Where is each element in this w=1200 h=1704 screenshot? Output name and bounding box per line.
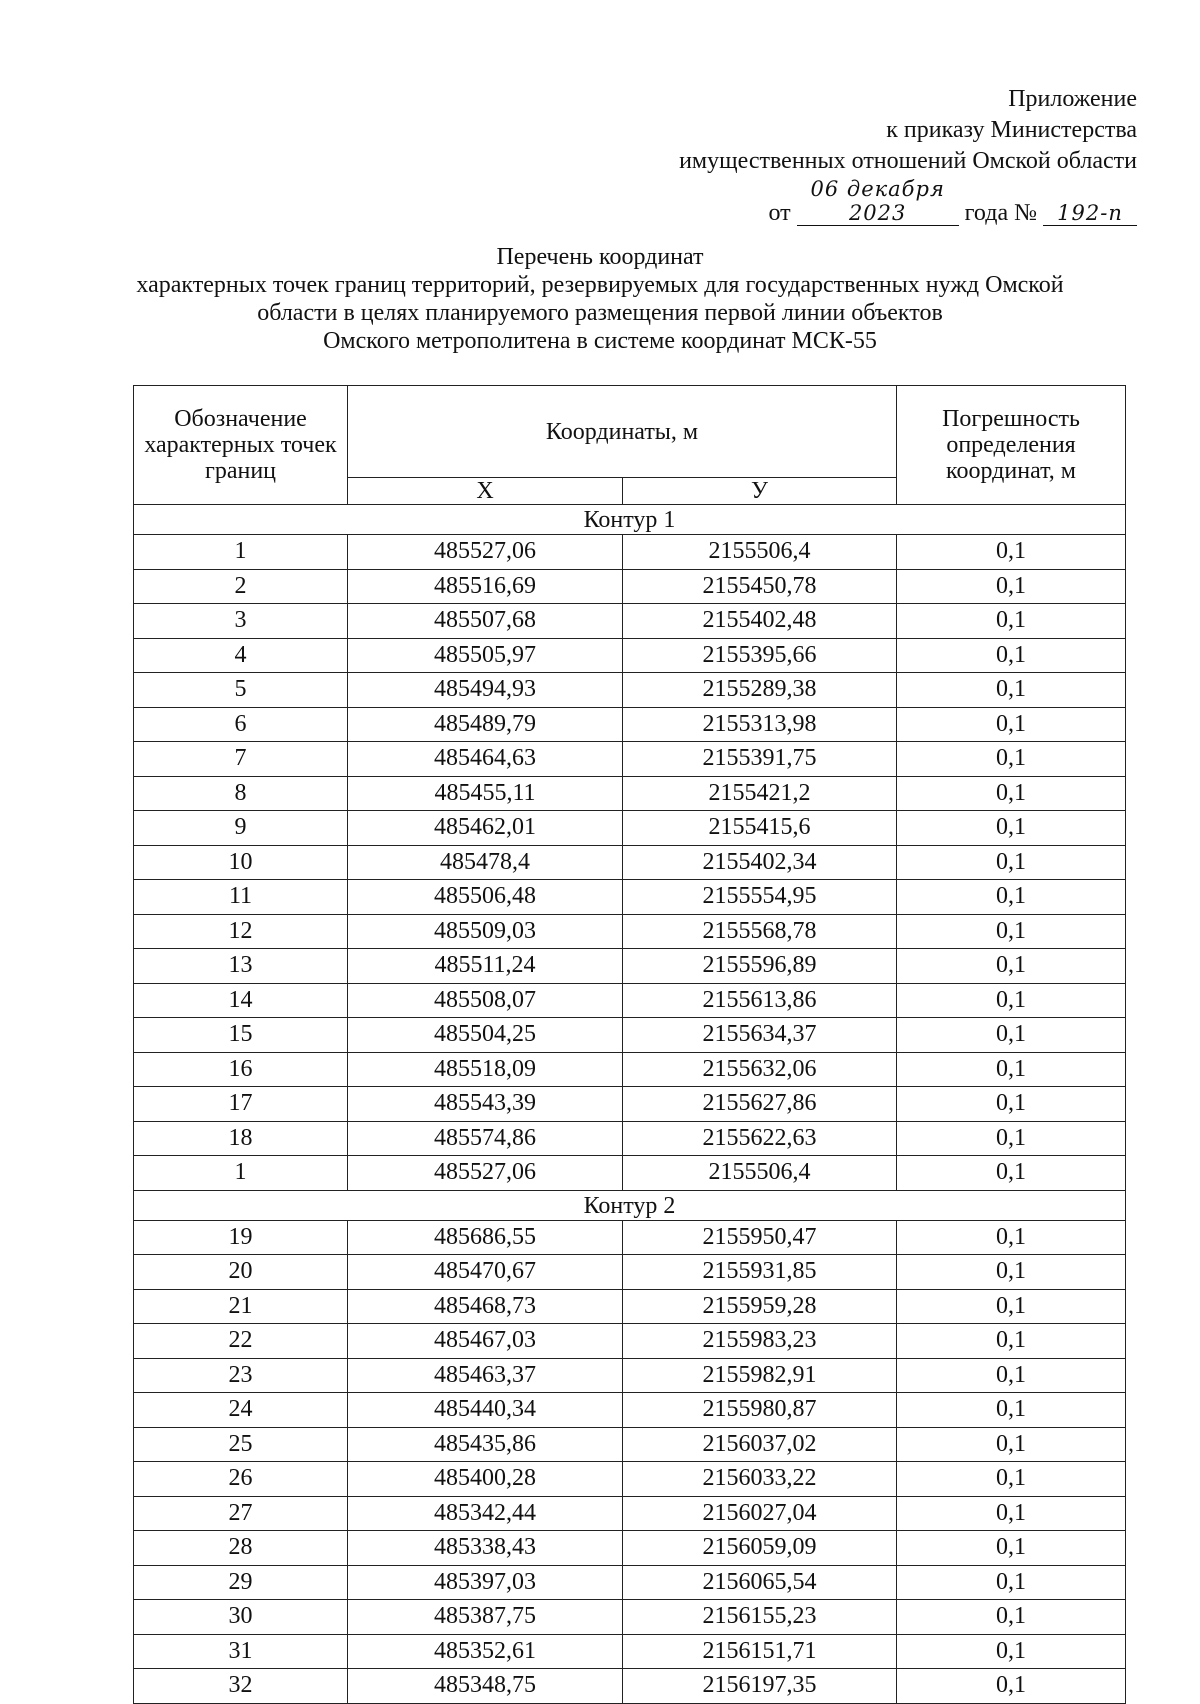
y-cell: 2156033,22 [623, 1462, 897, 1497]
table-row [134, 880, 1126, 915]
point-cell: 11 [134, 880, 348, 915]
y-cell: 2155395,66 [623, 638, 897, 673]
y-cell: 2155289,38 [623, 673, 897, 708]
table-row [134, 673, 1126, 708]
from-label: от [768, 200, 791, 226]
point-cell: 4 [134, 638, 348, 673]
y-cell: 2155982,91 [623, 1358, 897, 1393]
y-cell: 2155415,6 [623, 811, 897, 846]
error-cell: 0,1 [897, 604, 1126, 639]
x-cell: 485516,69 [348, 569, 623, 604]
point-cell: 24 [134, 1393, 348, 1428]
error-cell: 0,1 [897, 1496, 1126, 1531]
error-cell: 0,1 [897, 1427, 1126, 1462]
x-cell: 485508,07 [348, 983, 623, 1018]
point-cell: 27 [134, 1496, 348, 1531]
table-row [134, 1255, 1126, 1290]
point-cell: 19 [134, 1220, 348, 1255]
point-cell: 2 [134, 569, 348, 604]
x-cell: 485338,43 [348, 1531, 623, 1566]
x-cell: 485468,73 [348, 1289, 623, 1324]
x-cell: 485400,28 [348, 1462, 623, 1497]
y-cell: 2155402,34 [623, 845, 897, 880]
x-cell: 485494,93 [348, 673, 623, 708]
table-row [134, 707, 1126, 742]
y-cell: 2155402,48 [623, 604, 897, 639]
point-cell: 28 [134, 1531, 348, 1566]
table-row [134, 1018, 1126, 1053]
point-cell: 1 [134, 535, 348, 570]
point-cell: 7 [134, 742, 348, 777]
y-cell: 2155950,47 [623, 1220, 897, 1255]
point-cell: 15 [134, 1018, 348, 1053]
table-row [134, 845, 1126, 880]
header-error: Погрешность определения координат, м [897, 386, 1126, 505]
x-cell: 485527,06 [348, 1156, 623, 1191]
contour-label: Контур 2 [134, 1190, 1126, 1220]
point-cell: 25 [134, 1427, 348, 1462]
x-cell: 485574,86 [348, 1121, 623, 1156]
error-cell: 0,1 [897, 1220, 1126, 1255]
table-row [134, 1156, 1126, 1191]
table-row [134, 604, 1126, 639]
x-cell: 485463,37 [348, 1358, 623, 1393]
header-coordinates: Координаты, м [348, 386, 897, 478]
x-cell: 485504,25 [348, 1018, 623, 1053]
y-cell: 2156065,54 [623, 1565, 897, 1600]
appendix-ministry: имущественных отношений Омской области [679, 148, 1137, 174]
table-row [134, 569, 1126, 604]
x-cell: 485440,34 [348, 1393, 623, 1428]
point-cell: 10 [134, 845, 348, 880]
y-cell: 2155931,85 [623, 1255, 897, 1290]
x-cell: 485489,79 [348, 707, 623, 742]
point-cell: 18 [134, 1121, 348, 1156]
error-cell: 0,1 [897, 1565, 1126, 1600]
table-row [134, 914, 1126, 949]
table-row [134, 1324, 1126, 1359]
error-cell: 0,1 [897, 1462, 1126, 1497]
point-cell: 9 [134, 811, 348, 846]
table-header [134, 386, 1126, 505]
handwritten-date: 06 декабря 2023 [810, 177, 945, 225]
x-cell: 485507,68 [348, 604, 623, 639]
error-cell: 0,1 [897, 1634, 1126, 1669]
table-row [134, 1462, 1126, 1497]
title-line-2: характерных точек границ территорий, резервируемых для государственных нужд Омской [136, 272, 1064, 298]
x-cell: 485470,67 [348, 1255, 623, 1290]
error-cell: 0,1 [897, 983, 1126, 1018]
point-cell: 20 [134, 1255, 348, 1290]
y-cell: 2155450,78 [623, 569, 897, 604]
point-cell: 26 [134, 1462, 348, 1497]
table-row [134, 949, 1126, 984]
table-row [134, 1427, 1126, 1462]
y-cell: 2155613,86 [623, 983, 897, 1018]
error-cell: 0,1 [897, 707, 1126, 742]
error-cell: 0,1 [897, 845, 1126, 880]
x-cell: 485352,61 [348, 1634, 623, 1669]
point-cell: 31 [134, 1634, 348, 1669]
error-cell: 0,1 [897, 1018, 1126, 1053]
table-row [134, 1496, 1126, 1531]
x-cell: 485467,03 [348, 1324, 623, 1359]
table-row [134, 1220, 1126, 1255]
year-number-label: года № [964, 200, 1037, 226]
error-cell: 0,1 [897, 811, 1126, 846]
table-row [134, 983, 1126, 1018]
contour-label: Контур 1 [134, 505, 1126, 535]
table-row [134, 1358, 1126, 1393]
x-cell: 485506,48 [348, 880, 623, 915]
error-cell: 0,1 [897, 1600, 1126, 1635]
error-cell: 0,1 [897, 569, 1126, 604]
error-cell: 0,1 [897, 1087, 1126, 1122]
table-row [134, 638, 1126, 673]
x-cell: 485342,44 [348, 1496, 623, 1531]
y-cell: 2155313,98 [623, 707, 897, 742]
point-cell: 32 [134, 1669, 348, 1704]
y-cell: 2155421,2 [623, 776, 897, 811]
table-body [134, 505, 1126, 1704]
point-cell: 16 [134, 1052, 348, 1087]
y-cell: 2156151,71 [623, 1634, 897, 1669]
coordinates-table [133, 385, 1126, 1704]
x-cell: 485464,63 [348, 742, 623, 777]
header-y: У [623, 478, 897, 505]
x-cell: 485543,39 [348, 1087, 623, 1122]
table-row [134, 535, 1126, 570]
appendix-block [617, 84, 1137, 229]
number-field [1043, 201, 1137, 226]
title-line-4: Омского метрополитена в системе координат МСК-55 [323, 328, 877, 354]
error-cell: 0,1 [897, 1255, 1126, 1290]
error-cell: 0,1 [897, 776, 1126, 811]
error-cell: 0,1 [897, 638, 1126, 673]
error-cell: 0,1 [897, 1358, 1126, 1393]
x-cell: 485527,06 [348, 535, 623, 570]
error-cell: 0,1 [897, 535, 1126, 570]
y-cell: 2155596,89 [623, 949, 897, 984]
x-cell: 485505,97 [348, 638, 623, 673]
y-cell: 2155980,87 [623, 1393, 897, 1428]
x-cell: 485509,03 [348, 914, 623, 949]
error-cell: 0,1 [897, 1289, 1126, 1324]
point-cell: 14 [134, 983, 348, 1018]
point-cell: 8 [134, 776, 348, 811]
x-cell: 485686,55 [348, 1220, 623, 1255]
point-cell: 30 [134, 1600, 348, 1635]
y-cell: 2156155,23 [623, 1600, 897, 1635]
error-cell: 0,1 [897, 949, 1126, 984]
table-row [134, 1087, 1126, 1122]
point-cell: 13 [134, 949, 348, 984]
x-cell: 485348,75 [348, 1669, 623, 1704]
title-line-1: Перечень координат [496, 244, 704, 270]
table-row [134, 1531, 1126, 1566]
table-row [134, 1600, 1126, 1635]
x-cell: 485518,09 [348, 1052, 623, 1087]
x-cell: 485455,11 [348, 776, 623, 811]
error-cell: 0,1 [897, 1669, 1126, 1704]
contour-row [134, 1190, 1126, 1220]
table-row [134, 1289, 1126, 1324]
y-cell: 2155391,75 [623, 742, 897, 777]
point-cell: 23 [134, 1358, 348, 1393]
y-cell: 2155554,95 [623, 880, 897, 915]
y-cell: 2155506,4 [623, 1156, 897, 1191]
contour-row [134, 505, 1126, 535]
header-x: Х [348, 478, 623, 505]
point-cell: 6 [134, 707, 348, 742]
point-cell: 1 [134, 1156, 348, 1191]
table-row [134, 1121, 1126, 1156]
table-row [134, 1393, 1126, 1428]
appendix-date-line [617, 177, 1137, 229]
point-cell: 3 [134, 604, 348, 639]
error-cell: 0,1 [897, 1324, 1126, 1359]
header-point: Обозначение характерных точек границ [134, 386, 348, 505]
error-cell: 0,1 [897, 1052, 1126, 1087]
point-cell: 12 [134, 914, 348, 949]
error-cell: 0,1 [897, 742, 1126, 777]
appendix-title: Приложение [1008, 86, 1137, 112]
error-cell: 0,1 [897, 1393, 1126, 1428]
error-cell: 0,1 [897, 880, 1126, 915]
handwritten-number: 192-п [1057, 201, 1123, 225]
x-cell: 485397,03 [348, 1565, 623, 1600]
point-cell: 22 [134, 1324, 348, 1359]
error-cell: 0,1 [897, 1121, 1126, 1156]
x-cell: 485511,24 [348, 949, 623, 984]
x-cell: 485462,01 [348, 811, 623, 846]
document-title [0, 243, 1200, 355]
y-cell: 2155627,86 [623, 1087, 897, 1122]
y-cell: 2156027,04 [623, 1496, 897, 1531]
error-cell: 0,1 [897, 1531, 1126, 1566]
point-cell: 5 [134, 673, 348, 708]
table-row [134, 776, 1126, 811]
table-row [134, 1052, 1126, 1087]
point-cell: 21 [134, 1289, 348, 1324]
y-cell: 2155983,23 [623, 1324, 897, 1359]
date-field [797, 177, 959, 226]
appendix-order-ref: к приказу Министерства [886, 117, 1137, 143]
x-cell: 485387,75 [348, 1600, 623, 1635]
x-cell: 485478,4 [348, 845, 623, 880]
y-cell: 2156197,35 [623, 1669, 897, 1704]
table-row [134, 742, 1126, 777]
error-cell: 0,1 [897, 673, 1126, 708]
y-cell: 2155959,28 [623, 1289, 897, 1324]
table-row [134, 1634, 1126, 1669]
y-cell: 2155568,78 [623, 914, 897, 949]
point-cell: 17 [134, 1087, 348, 1122]
table-row [134, 811, 1126, 846]
y-cell: 2156059,09 [623, 1531, 897, 1566]
title-line-3: области в целях планируемого размещения первой линии объектов [257, 300, 943, 326]
error-cell: 0,1 [897, 1156, 1126, 1191]
y-cell: 2155506,4 [623, 535, 897, 570]
y-cell: 2156037,02 [623, 1427, 897, 1462]
x-cell: 485435,86 [348, 1427, 623, 1462]
y-cell: 2155622,63 [623, 1121, 897, 1156]
table-row [134, 1565, 1126, 1600]
point-cell: 29 [134, 1565, 348, 1600]
error-cell: 0,1 [897, 914, 1126, 949]
y-cell: 2155632,06 [623, 1052, 897, 1087]
y-cell: 2155634,37 [623, 1018, 897, 1053]
